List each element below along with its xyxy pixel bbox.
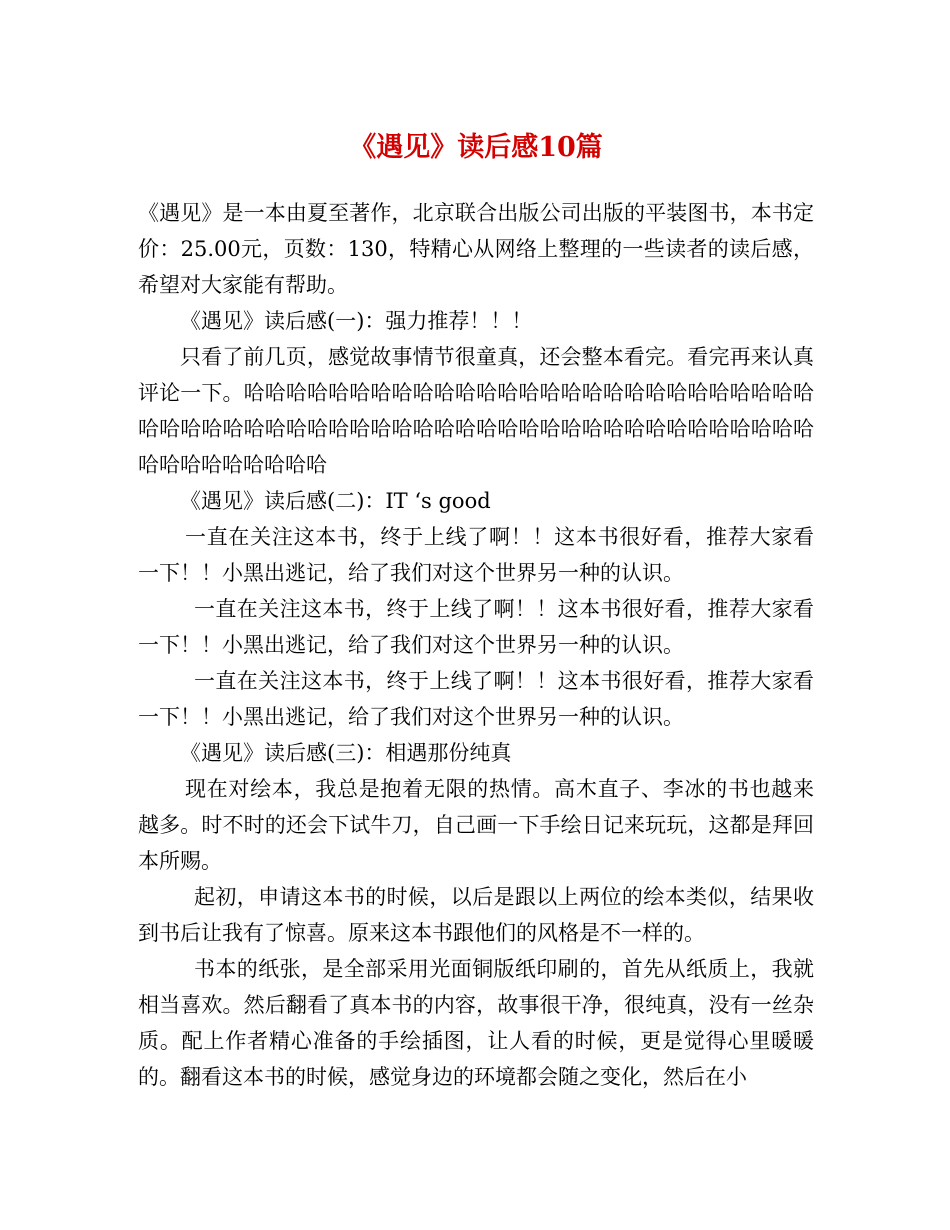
paragraph: 一直在关注这本书，终于上线了啊！！这本书很好看，推荐大家看一下！！小黑出逃记，给了我们对这个世界另一种的认识。: [138, 669, 814, 729]
paragraph: 一直在关注这本书，终于上线了啊！！这本书很好看，推荐大家看一下！！小黑出逃记，给了我们对这个世界另一种的认识。: [138, 525, 814, 585]
paragraph: 《遇见》读后感(一)：强力推荐！！！: [180, 309, 533, 333]
paragraph: 起初，申请这本书的时候，以后是跟以上两位的绘本类似，结果收到书后让我有了惊喜。原来这本书跟他们的风格是不一样的。: [138, 885, 814, 945]
paragraph: 一直在关注这本书，终于上线了啊！！这本书很好看，推荐大家看一下！！小黑出逃记，给了我们对这个世界另一种的认识。: [138, 597, 814, 657]
document-body: [138, 195, 814, 1095]
document-title: 《遇见》读后感10篇: [349, 132, 603, 163]
paragraph: 只看了前几页，感觉故事情节很童真，还会整本看完。看完再来认真评论一下。哈哈哈哈哈哈哈哈哈哈哈哈哈哈哈哈哈哈哈哈哈哈哈哈哈哈哈哈哈哈哈哈哈哈哈哈哈哈哈哈哈哈哈哈哈哈哈哈哈哈哈哈哈哈哈哈哈哈哈哈哈哈哈哈哈哈哈哈: [138, 345, 814, 477]
paragraph: 《遇见》读后感(二)：IT ‘s good: [180, 489, 491, 513]
paragraph: 《遇见》读后感(三)：相遇那份纯真: [180, 741, 512, 765]
paragraph: 书本的纸张，是全部采用光面铜版纸印刷的，首先从纸质上，我就相当喜欢。然后翻看了真本书的内容，故事很干净，很纯真，没有一丝杂质。配上作者精心准备的手绘插图，让人看的时候，更是觉得心里暖暖的。翻看这本书的时候，感觉身边的环境都会随之变化，然后在小: [138, 957, 814, 1089]
paragraph: 现在对绘本，我总是抱着无限的热情。高木直子、李冰的书也越来越多。时不时的还会下试牛刀，自己画一下手绘日记来玩玩，这都是拜回本所赐。: [138, 777, 814, 873]
paragraph: 《遇见》是一本由夏至著作，北京联合出版公司出版的平装图书，本书定价：25.00元，页数：130，特精心从网络上整理的一些读者的读后感，希望对大家能有帮助。: [138, 201, 814, 297]
